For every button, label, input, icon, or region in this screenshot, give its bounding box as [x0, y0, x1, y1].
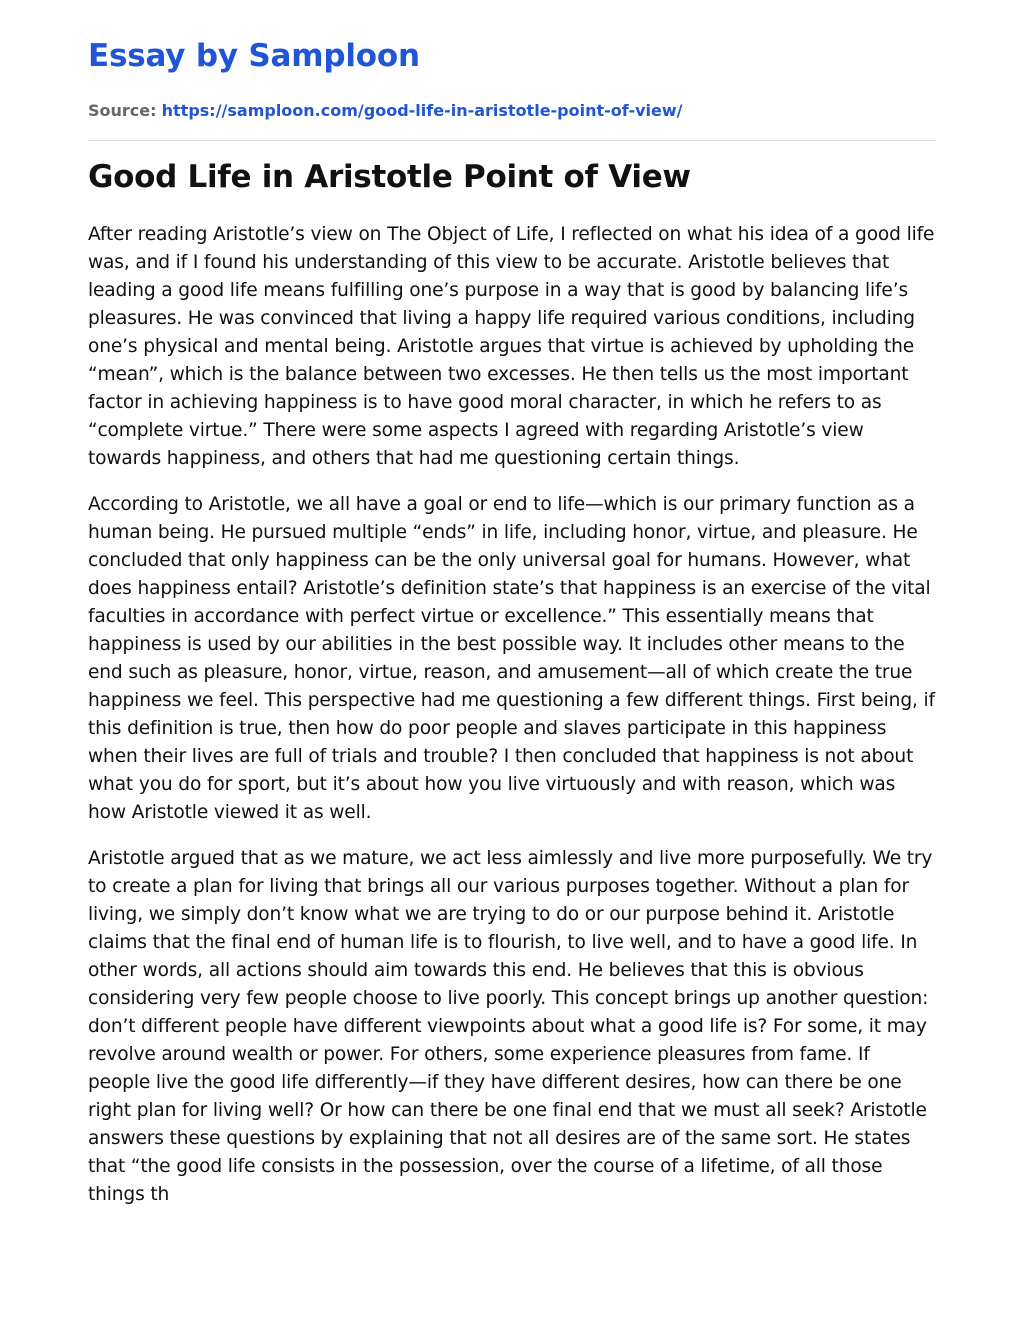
- essay-body: [88, 221, 936, 1209]
- source-link[interactable]: https://samploon.com/good-life-in-aristotle-point-of-view/: [161, 101, 683, 120]
- paragraph: According to Aristotle, we all have a goal or end to life—which is our primary function as a human being. He pursued multiple “ends” in life, including honor, virtue, and pleasure. He concluded that only happiness can be the only universal goal for humans. However, what does happiness entail? Aristotle’s definition state’s that happiness is an exercise of the vital faculties in accordance with perfect virtue or excellence.” This essentially means that happiness is used by our abilities in the best possible way. It includes other means to the end such as pleasure, honor, virtue, reason, and amusement—all of which create the true happiness we feel. This perspective had me questioning a few different things. First being, if this definition is true, then how do poor people and slaves participate in this happiness when their lives are full of trials and trouble? I then concluded that happiness is not about what you do for sport, but it’s about how you live virtuously and with reason, which was how Aristotle viewed it as well.: [88, 494, 935, 823]
- header-divider: [88, 140, 936, 141]
- source-label: Source:: [88, 101, 157, 120]
- essay-title: Good Life in Aristotle Point of View: [88, 159, 691, 195]
- paragraph: After reading Aristotle’s view on The Object of Life, I reflected on what his idea of a good life was, and if I found his understanding of this view to be accurate. Aristotle believes that leading a good life means fulfilling one’s purpose in a way that is good by balancing life’s pleasures. He was convinced that living a happy life required various conditions, including one’s physical and mental being. Aristotle argues that virtue is achieved by upholding the “mean”, which is the balance between two excesses. He then tells us the most important factor in achieving happiness is to have good moral character, in which he refers to as “complete virtue.” There were some aspects I agreed with regarding Aristotle’s view towards happiness, and others that had me questioning certain things.: [88, 224, 935, 469]
- source-line: [88, 100, 936, 122]
- site-title: Essay by Samploon: [88, 38, 420, 74]
- paragraph: Aristotle argued that as we mature, we act less aimlessly and live more purposefully. We try to create a plan for living that brings all our various purposes together. Without a plan for living, we simply don’t know what we are trying to do or our purpose behind it. Aristotle claims that the final end of human life is to flourish, to live well, and to have a good life. In other words, all actions should aim towards this end. He believes that this is obvious considering very few people choose to live poorly. This concept brings up another question: don’t different people have different viewpoints about what a good life is? For some, it may revolve around wealth or power. For others, some experience pleasures from fame. If people live the good life differently—if they have different desires, how can there be one right plan for living well? Or how can there be one final end that we must all seek? Aristotle answers these questions by explaining that not all desires are of the same sort. He states that “the good life consists in the possession, over the course of a lifetime, of all those things th: [88, 848, 933, 1205]
